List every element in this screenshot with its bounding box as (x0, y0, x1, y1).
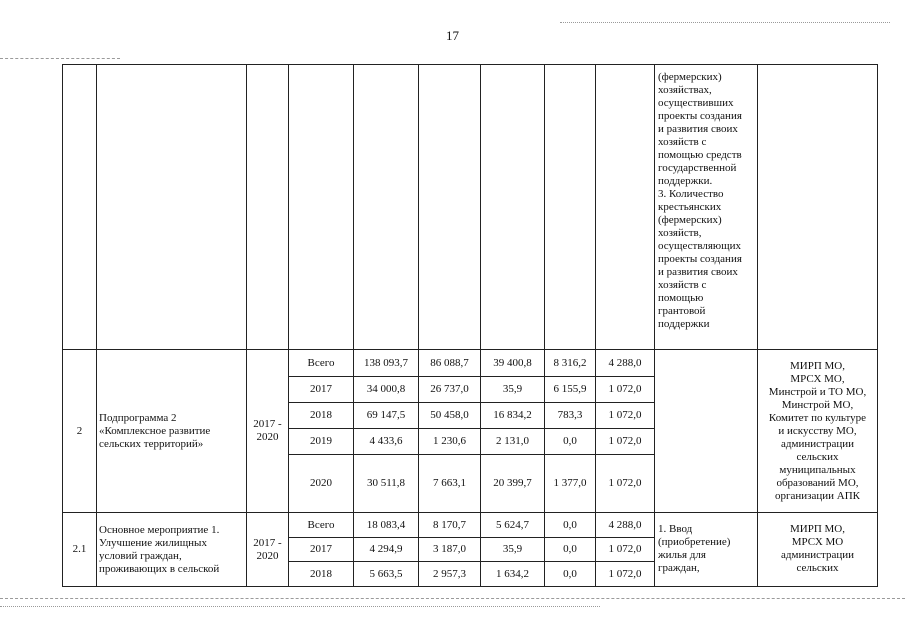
continuation-row (63, 65, 878, 350)
activity-title: Основное мероприятие 1. Улучшение жилищных условий граждан, проживающих в сельской (97, 513, 247, 587)
amount-cell: 1 072,0 (596, 403, 655, 429)
program-number: 2 (63, 350, 97, 513)
amount-cell: 35,9 (481, 538, 545, 562)
amount-cell: 1 072,0 (596, 538, 655, 562)
amount-cell: 1 072,0 (596, 455, 655, 513)
amount-cell: 5 624,7 (481, 513, 545, 538)
program-executors: МИРП МО, МРСХ МО, Минстрой и ТО МО, Минстрой МО, Комитет по культуре и искусству МО, администрации сельских муниципальных образований МО, организации АПК (758, 350, 878, 513)
total-cell: 34 000,8 (354, 377, 419, 403)
activity-number: 2.1 (63, 513, 97, 587)
amount-cell: 16 834,2 (481, 403, 545, 429)
program-indicator (655, 350, 758, 513)
total-cell: 30 511,8 (354, 455, 419, 513)
amount-cell: 1 377,0 (545, 455, 596, 513)
amount-cell: 4 288,0 (596, 350, 655, 377)
total-cell: 4 294,9 (354, 538, 419, 562)
amount-cell: 2 957,3 (419, 562, 481, 587)
year-cell: 2020 (289, 455, 354, 513)
scan-artifact-top (0, 58, 120, 59)
amount-cell: 0,0 (545, 538, 596, 562)
amount-cell: 783,3 (545, 403, 596, 429)
amount-cell: 26 737,0 (419, 377, 481, 403)
amount-cell: 8 170,7 (419, 513, 481, 538)
amount-cell: 4 288,0 (596, 513, 655, 538)
total-cell: 4 433,6 (354, 429, 419, 455)
activity-executors: МИРП МО, МРСХ МО администрации сельских (758, 513, 878, 587)
amount-cell: 1 230,6 (419, 429, 481, 455)
total-cell: 5 663,5 (354, 562, 419, 587)
amount-cell: 20 399,7 (481, 455, 545, 513)
total-cell: 18 083,4 (354, 513, 419, 538)
amount-cell: 0,0 (545, 562, 596, 587)
amount-cell: 86 088,7 (419, 350, 481, 377)
cell-year (289, 65, 354, 350)
year-cell: 2019 (289, 429, 354, 455)
cell-col1 (419, 65, 481, 350)
cell-col3 (545, 65, 596, 350)
cell-executors (758, 65, 878, 350)
year-cell: Всего (289, 513, 354, 538)
year-cell: Всего (289, 350, 354, 377)
amount-cell: 6 155,9 (545, 377, 596, 403)
year-cell: 2018 (289, 562, 354, 587)
scan-artifact-bottom (0, 598, 905, 599)
year-cell: 2017 (289, 538, 354, 562)
table-row (63, 513, 878, 538)
budget-table (62, 64, 878, 587)
cell-col4 (596, 65, 655, 350)
amount-cell: 7 663,1 (419, 455, 481, 513)
table-row (63, 350, 878, 377)
cell-number (63, 65, 97, 350)
scan-artifact-bottom-2 (0, 606, 600, 607)
activity-indicator: 1. Ввод (приобретение) жилья для граждан, (655, 513, 758, 587)
year-cell: 2017 (289, 377, 354, 403)
amount-cell: 1 072,0 (596, 429, 655, 455)
scan-artifact-top-right (560, 22, 890, 23)
cell-col2 (481, 65, 545, 350)
amount-cell: 3 187,0 (419, 538, 481, 562)
amount-cell: 8 316,2 (545, 350, 596, 377)
cell-title (97, 65, 247, 350)
budget-table-wrap (62, 64, 878, 587)
activity-period: 2017 - 2020 (247, 513, 289, 587)
amount-cell: 1 072,0 (596, 562, 655, 587)
amount-cell: 39 400,8 (481, 350, 545, 377)
amount-cell: 0,0 (545, 513, 596, 538)
program-period: 2017 - 2020 (247, 350, 289, 513)
amount-cell: 0,0 (545, 429, 596, 455)
amount-cell: 35,9 (481, 377, 545, 403)
indicator-note: (фермерских) хозяйствах, осуществивших проекты создания и развития своих хозяйств с помощью средств государственной поддержки. 3. Количество крестьянских (фермерских) хозяйств, осуществляющих проекты создания и развития своих хозяйств с помощью грантовой поддержки (655, 65, 758, 350)
page-number: 17 (446, 28, 459, 43)
cell-total (354, 65, 419, 350)
program-title: Подпрограмма 2 «Комплексное развитие сельских территорий» (97, 350, 247, 513)
amount-cell: 1 634,2 (481, 562, 545, 587)
amount-cell: 1 072,0 (596, 377, 655, 403)
cell-period (247, 65, 289, 350)
total-cell: 69 147,5 (354, 403, 419, 429)
total-cell: 138 093,7 (354, 350, 419, 377)
year-cell: 2018 (289, 403, 354, 429)
amount-cell: 50 458,0 (419, 403, 481, 429)
amount-cell: 2 131,0 (481, 429, 545, 455)
